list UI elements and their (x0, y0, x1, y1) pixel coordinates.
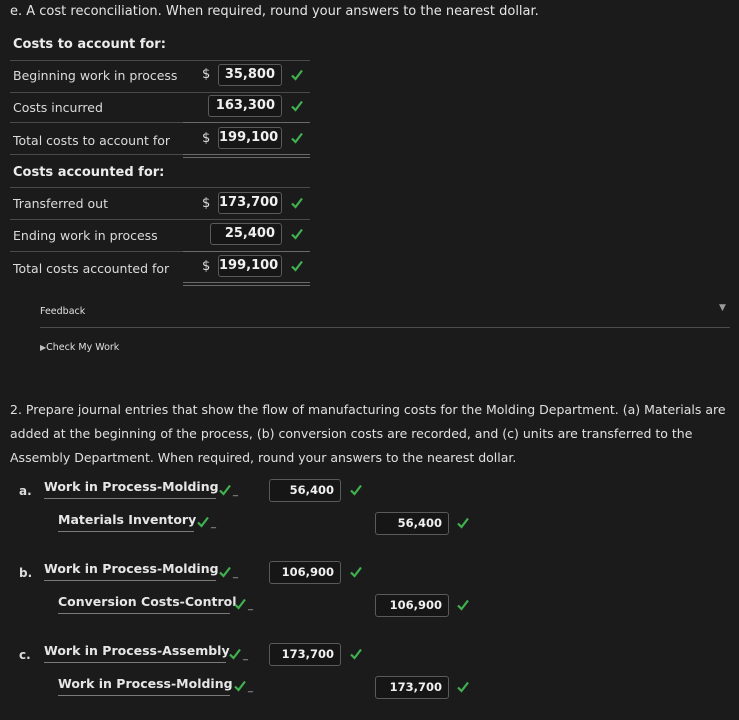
ending-wip-label: Ending work in process (13, 228, 158, 243)
check-icon (290, 227, 304, 241)
beginning-wip-input[interactable]: 35,800 (218, 64, 282, 86)
debit-account-select[interactable]: Work in Process-Assembly (44, 643, 230, 658)
select-underline (58, 695, 230, 696)
dollar-sign: $ (202, 67, 211, 82)
costs-to-account-heading: Costs to account for: (13, 37, 166, 52)
credit-account-select[interactable]: Conversion Costs-Control (58, 594, 237, 609)
debit-amount-input[interactable]: 173,700 (269, 643, 341, 666)
check-icon (349, 565, 363, 579)
ending-wip-input[interactable]: 25,400 (210, 223, 282, 245)
dropdown-marker: _ (211, 518, 216, 529)
total-double-line-top (183, 282, 310, 283)
check-icon (290, 68, 304, 82)
check-icon (290, 99, 304, 113)
feedback-divider (40, 327, 730, 328)
divider (10, 219, 310, 220)
check-icon (290, 196, 304, 210)
check-icon (290, 131, 304, 145)
credit-amount-input[interactable]: 106,900 (375, 594, 449, 617)
check-icon (233, 597, 247, 611)
divider (10, 92, 310, 93)
credit-amount-input[interactable]: 173,700 (375, 676, 449, 699)
check-icon (218, 483, 232, 497)
check-icon (349, 483, 363, 497)
total-double-line-bottom (183, 285, 310, 286)
check-icon (290, 259, 304, 273)
costs-incurred-label: Costs incurred (13, 100, 103, 115)
feedback-toggle[interactable]: Feedback (40, 306, 86, 317)
select-underline (44, 662, 226, 663)
costs-accounted-heading: Costs accounted for: (13, 165, 165, 180)
credit-account-select[interactable]: Work in Process-Molding (58, 676, 233, 691)
journal-prompt: 2. Prepare journal entries that show the flow of manufacturing costs for the Molding Department. (a) Materials are added at the beginning of the process, (b) conversion costs are recorded, and (c) units are transferred to the Assembly Department. When required, round your answers to the nearest dollar. (10, 402, 726, 465)
total-to-account-label: Total costs to account for (13, 133, 171, 148)
select-underline (58, 613, 230, 614)
dropdown-marker: _ (243, 650, 248, 661)
total-double-line-top (183, 154, 310, 155)
transferred-out-input[interactable]: 173,700 (218, 192, 282, 214)
entry-letter: b. (19, 566, 33, 580)
check-icon (228, 647, 242, 661)
debit-amount-input[interactable]: 56,400 (269, 479, 341, 502)
credit-account-select[interactable]: Materials Inventory (58, 512, 197, 527)
total-accounted-label: Total costs accounted for (13, 261, 170, 276)
transferred-out-label: Transferred out (13, 196, 108, 211)
dropdown-marker: _ (248, 682, 253, 693)
beginning-wip-label: Beginning work in process (13, 68, 178, 83)
select-underline (58, 531, 194, 532)
triangle-right-icon: ▶ (40, 343, 47, 352)
debit-account-select[interactable]: Work in Process-Molding (44, 479, 219, 494)
select-underline (44, 498, 216, 499)
select-underline (44, 580, 216, 581)
divider (10, 187, 310, 188)
section-title: e. A cost reconciliation. When required, round your answers to the nearest dollar. (10, 4, 539, 19)
total-to-account-input[interactable]: 199,100 (218, 127, 282, 149)
check-icon (456, 516, 470, 530)
check-icon (218, 565, 232, 579)
dropdown-marker: _ (233, 486, 238, 497)
credit-amount-input[interactable]: 56,400 (375, 512, 449, 535)
subtotal-line (183, 251, 310, 252)
dropdown-marker: _ (233, 568, 238, 579)
dollar-sign: $ (202, 196, 211, 211)
dollar-sign: $ (202, 259, 211, 274)
total-accounted-input[interactable]: 199,100 (218, 255, 282, 277)
entry-letter: c. (19, 648, 31, 662)
divider (10, 60, 310, 61)
check-icon (349, 647, 363, 661)
check-icon (456, 680, 470, 694)
check-icon (456, 598, 470, 612)
total-double-line-bottom (183, 157, 310, 158)
debit-account-select[interactable]: Work in Process-Molding (44, 561, 219, 576)
entry-letter: a. (19, 484, 32, 498)
check-my-work-link[interactable] (40, 342, 119, 353)
triangle-down-icon[interactable]: ▼ (719, 303, 726, 313)
costs-incurred-input[interactable]: 163,300 (208, 95, 282, 117)
check-icon (233, 679, 247, 693)
dollar-sign: $ (202, 131, 211, 146)
dropdown-marker: _ (248, 600, 253, 611)
check-icon (196, 515, 210, 529)
debit-amount-input[interactable]: 106,900 (269, 561, 341, 584)
subtotal-line (183, 122, 310, 123)
check-my-work-label: Check My Work (46, 342, 120, 353)
